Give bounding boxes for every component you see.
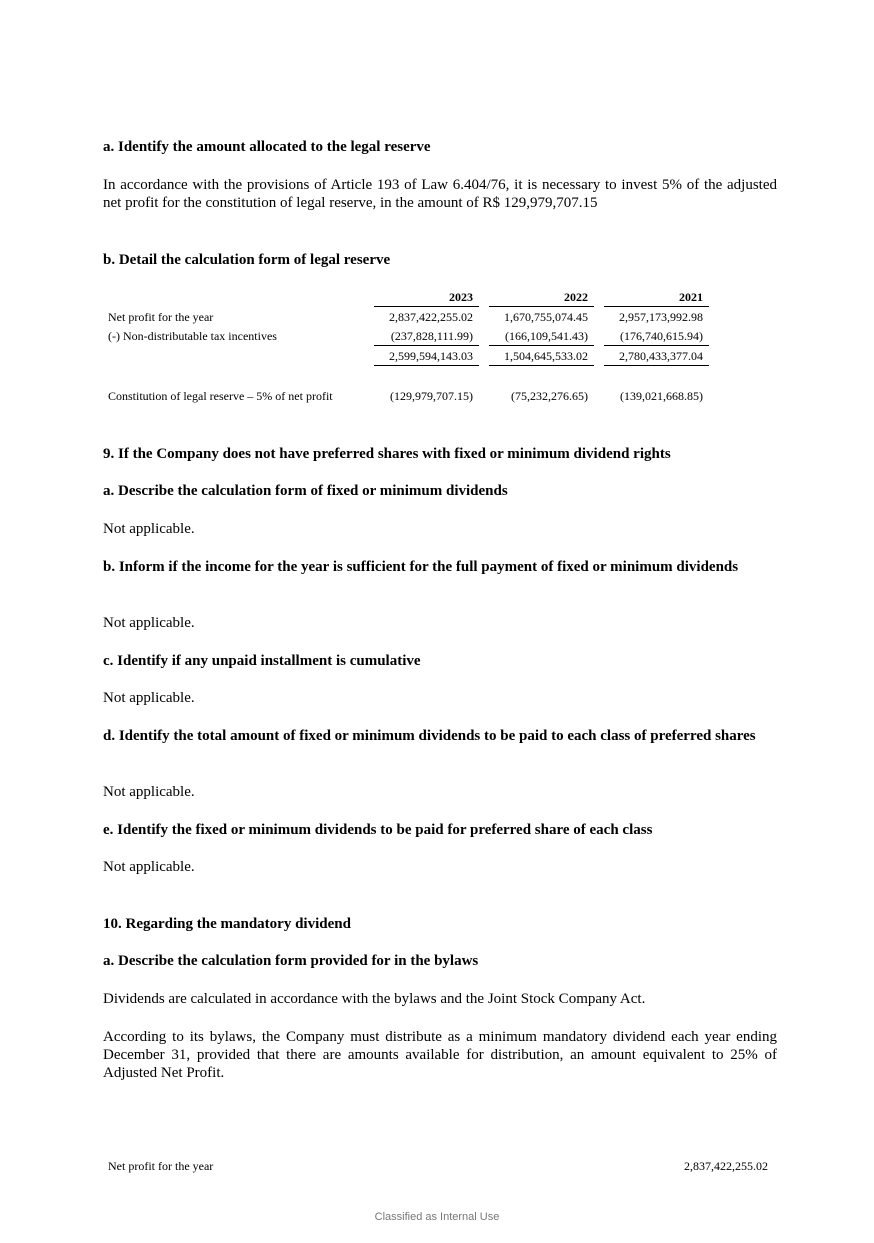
header-rule bbox=[489, 306, 594, 307]
text-9e: Not applicable. bbox=[103, 859, 195, 875]
row-label-net-profit: Net profit for the year bbox=[108, 310, 214, 324]
value-subtotal-2023: 2,599,594,143.03 bbox=[389, 349, 473, 363]
text-9d: Not applicable. bbox=[103, 784, 195, 800]
value-net-profit-2023: 2,837,422,255.02 bbox=[389, 310, 473, 324]
paragraph-10a-1: Dividends are calculated in accordance with the bylaws and the Joint Stock Company Act. bbox=[103, 991, 646, 1007]
value-subtotal-2022: 1,504,645,533.02 bbox=[504, 349, 588, 363]
value-net-profit-2022: 1,670,755,074.45 bbox=[504, 310, 588, 324]
text-9c: Not applicable. bbox=[103, 690, 195, 706]
bottom-row-label: Net profit for the year bbox=[108, 1159, 214, 1173]
heading-section-9: 9. If the Company does not have preferred shares with fixed or minimum dividend rights bbox=[103, 446, 671, 462]
year-header-2022: 2022 bbox=[564, 290, 588, 304]
heading-legal-reserve-amount: a. Identify the amount allocated to the legal reserve bbox=[103, 139, 431, 155]
value-legal-reserve-2022: (75,232,276.65) bbox=[511, 389, 588, 403]
subtotal-bottom-rule bbox=[489, 365, 594, 366]
value-tax-incentives-2022: (166,109,541.43) bbox=[505, 329, 588, 343]
bottom-row-value: 2,837,422,255.02 bbox=[684, 1159, 768, 1173]
heading-legal-reserve-calculation: b. Detail the calculation form of legal reserve bbox=[103, 252, 391, 268]
subtotal-bottom-rule bbox=[374, 365, 479, 366]
year-header-2021: 2021 bbox=[679, 290, 703, 304]
subtotal-rule bbox=[374, 345, 479, 346]
value-subtotal-2021: 2,780,433,377.04 bbox=[619, 349, 703, 363]
value-legal-reserve-2023: (129,979,707.15) bbox=[390, 389, 473, 403]
subtotal-rule bbox=[489, 345, 594, 346]
value-legal-reserve-2021: (139,021,668.85) bbox=[620, 389, 703, 403]
heading-9b: b. Inform if the income for the year is sufficient for the full payment of fixed or minimum dividends bbox=[103, 559, 739, 575]
value-net-profit-2021: 2,957,173,992.98 bbox=[619, 310, 703, 324]
heading-9d: d. Identify the total amount of fixed or minimum dividends to be paid to each class of preferred shares bbox=[103, 728, 756, 744]
heading-9a: a. Describe the calculation form of fixed or minimum dividends bbox=[103, 483, 508, 499]
legal-reserve-table bbox=[103, 286, 723, 411]
value-tax-incentives-2023: (237,828,111.99) bbox=[390, 329, 473, 343]
classification-footer: Classified as Internal Use bbox=[374, 1211, 500, 1223]
header-rule bbox=[374, 306, 479, 307]
heading-9e: e. Identify the fixed or minimum dividends to be paid for preferred share of each class bbox=[103, 822, 653, 838]
heading-section-10: 10. Regarding the mandatory dividend bbox=[103, 916, 351, 932]
paragraph-10a-2: According to its bylaws, the Company must distribute as a minimum mandatory dividend each year ending December 31, provided that there are amounts available for distribution, an amount equivalent to 25% of Adjusted Net Profit. bbox=[103, 1029, 777, 1081]
year-header-2023: 2023 bbox=[449, 290, 473, 304]
heading-10a: a. Describe the calculation form provided for in the bylaws bbox=[103, 953, 479, 969]
header-rule bbox=[604, 306, 709, 307]
row-label-legal-reserve: Constitution of legal reserve – 5% of net profit bbox=[108, 389, 333, 403]
value-tax-incentives-2021: (176,740,615.94) bbox=[620, 329, 703, 343]
subtotal-bottom-rule bbox=[604, 365, 709, 366]
text-9b: Not applicable. bbox=[103, 615, 195, 631]
heading-9c: c. Identify if any unpaid installment is cumulative bbox=[103, 653, 421, 669]
subtotal-rule bbox=[604, 345, 709, 346]
paragraph-legal-reserve-amount: In accordance with the provisions of Article 193 of Law 6.404/76, it is necessary to invest 5% of the adjusted net profit for the constitution of legal reserve, in the amount of R$ 129,979,707.15 bbox=[103, 177, 777, 211]
text-9a: Not applicable. bbox=[103, 521, 195, 537]
row-label-tax-incentives: (-) Non-distributable tax incentives bbox=[108, 329, 277, 343]
